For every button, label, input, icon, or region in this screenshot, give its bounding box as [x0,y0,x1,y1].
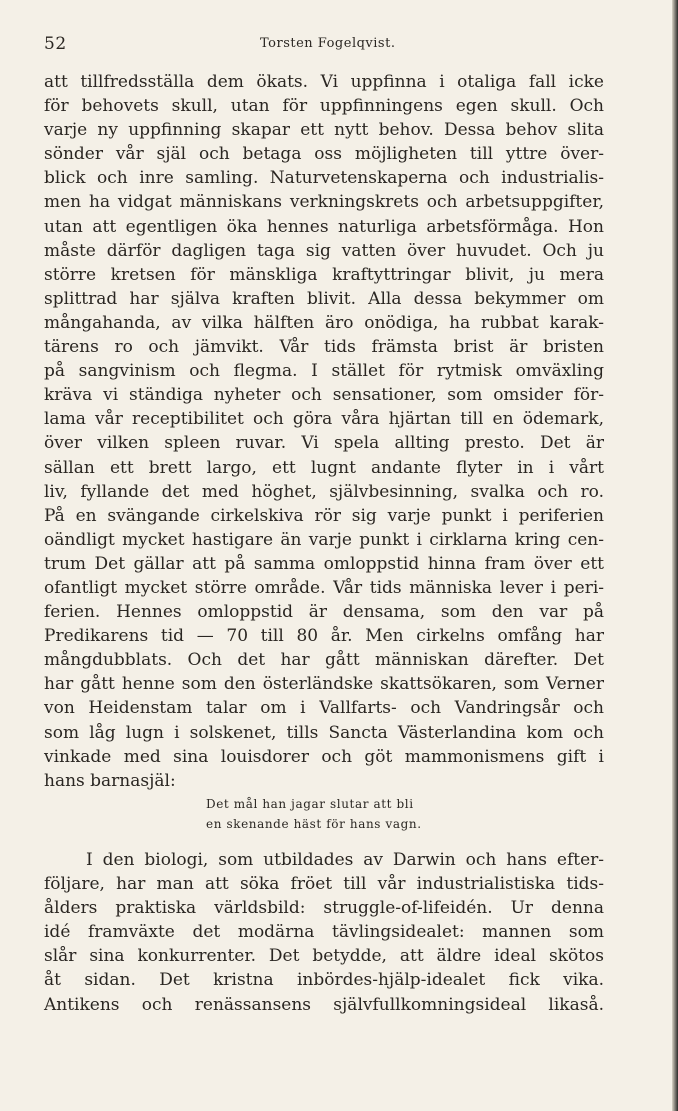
text-line: blick och inre samling. Naturvetenskaperna och industrialis- [44,168,604,189]
text-line: har gått henne som den österländske skattsökaren, som Verner [44,674,604,695]
page-edge-shadow [672,0,678,1111]
text-line: större kretsen för mänskliga kraftyttringar blivit, ju mera [44,264,604,285]
paragraph-2 [44,848,604,1017]
quote-line: en skenande häst för hans vagn. [206,817,422,831]
text-line: von Heidenstam talar om i Vallfarts- och Vandringsår och [44,698,604,719]
text-line: I den biologi, som utbildades av Darwin och hans efter- [86,850,604,870]
text-line: splittrad har själva kraften blivit. Alla dessa bekymmer om [44,288,604,309]
text-line: liv, fyllande det med höghet, självbesinning, svalka och ro. [44,481,604,502]
text-line: tärens ro och jämvikt. Vår tids främsta brist är bristen [44,337,604,358]
text-line: varje ny uppfinning skapar ett nytt behov. Dessa behov slita [44,120,604,141]
text-line: följare, har man att söka fröet till vår industrialistiska tids- [44,874,604,895]
text-line: slår sina konkurrenter. Det betydde, att äldre ideal skötos [44,946,604,967]
text-line: men ha vidgat människans verkningskrets och arbetsuppgifter, [44,192,604,213]
text-line: ofantligt mycket större område. Vår tids människa lever i peri- [44,577,604,598]
text-line: Antikens och renässansens självfullkomningsideal likaså. [44,994,604,1015]
text-line: oändligt mycket hastigare än varje punkt i cirklarna kring cen- [44,529,604,550]
page-header [44,34,604,58]
text-line: sönder vår själ och betaga oss möjligheten till yttre över- [44,144,604,165]
text-line: att tillfredsställa dem ökats. Vi uppfinna i otaliga fall icke [44,72,604,92]
page-number: 52 [44,34,67,54]
text-line: På en svängande cirkelskiva rör sig varje punkt i periferien [44,505,604,526]
text-line: sällan ett brett largo, ett lugnt andante flyter in i vårt [44,457,604,478]
paragraph-1 [44,70,604,793]
text-line: utan att egentligen öka hennes naturliga arbetsförmåga. Hon [44,216,604,237]
quote-line: Det mål han jagar slutar att bli [206,797,414,811]
text-line: kräva vi ständiga nyheter och sensationer, som omsider för- [44,385,604,406]
text-line: idé framväxte det modärna tävlingsidealet: mannen som [44,922,604,943]
text-line: ferien. Hennes omloppstid är densama, som den var på [44,602,604,623]
running-head: Torsten Fogelqvist. [260,36,396,51]
text-line: Predikarens tid — 70 till 80 år. Men cirkelns omfång har [44,626,604,647]
text-line: som låg lugn i solskenet, tills Sancta Västerlandina kom och [44,722,604,743]
text-line: åt sidan. Det kristna inbördes-hjälp-idealet fick vika. [44,970,604,991]
text-line: ålders praktiska världsbild: struggle-of-lifeidén. Ur denna [44,898,604,919]
text-line: mångdubblats. Och det har gått människan därefter. Det [44,650,604,671]
text-line: trum Det gällar att på samma omloppstid hinna fram över ett [44,553,604,574]
text-line: över vilken spleen ruvar. Vi spela allting presto. Det är [44,433,604,454]
text-line: vinkade med sina louisdorer och göt mammonismens gift i [44,746,604,767]
text-line: mångahanda, av vilka hälften äro onödiga, ha rubbat karak- [44,312,604,333]
text-line: lama vår receptibilitet och göra våra hjärtan till en ödemark, [44,409,604,430]
verse-quote [206,794,506,834]
text-line: för behovets skull, utan för uppfinningens egen skull. Och [44,96,604,117]
text-line: på sangvinism och flegma. I stället för rytmisk omväxling [44,361,604,382]
text-line: måste därför dagligen taga sig vatten över huvudet. Och ju [44,240,604,261]
text-line: hans barnasjäl: [44,770,176,791]
